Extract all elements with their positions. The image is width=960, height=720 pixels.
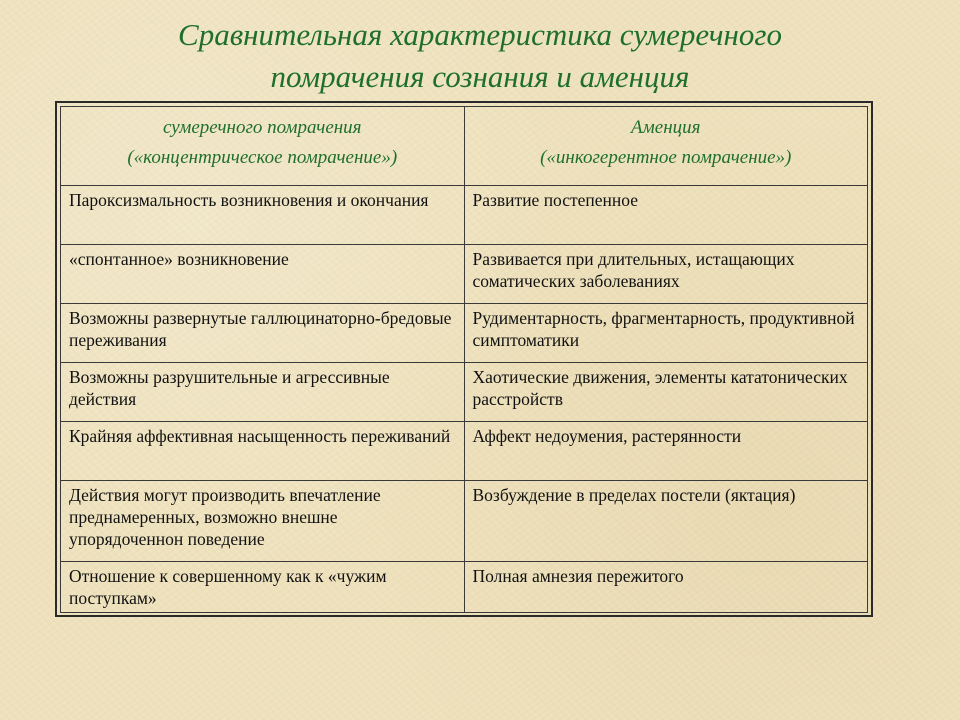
table-row — [61, 304, 868, 363]
table-cell-amentia: Рудиментарность, фрагментарность, продуктивной симптоматики — [464, 304, 868, 363]
table-cell-twilight: «спонтанное» возникновение — [61, 245, 465, 304]
comparison-table — [60, 106, 868, 613]
slide-title-line1: Сравнительная характеристика сумеречного — [178, 17, 782, 52]
comparison-table-frame — [55, 101, 873, 617]
header-amentia-title: Аменция — [631, 117, 701, 138]
table-cell-amentia: Возбуждение в пределах постели (яктация) — [464, 481, 868, 562]
table-cell-amentia: Развивается при длительных, истащающих соматических заболеваниях — [464, 245, 868, 304]
header-amentia — [464, 107, 868, 186]
table-cell-twilight: Возможны разрушительные и агрессивные действия — [61, 363, 465, 422]
table-row — [61, 422, 868, 481]
table-cell-amentia: Полная амнезия пережитого — [464, 562, 868, 613]
table-header-row — [61, 107, 868, 186]
header-twilight-title: сумеречного помрачения — [162, 117, 362, 138]
table-cell-amentia: Хаотические движения, элементы кататонических расстройств — [464, 363, 868, 422]
table-cell-twilight: Возможны развернутые галлюцинаторно-бредовые переживания — [61, 304, 465, 363]
header-twilight-subtitle: («концентрическое помрачение») — [127, 147, 398, 168]
table-row — [61, 363, 868, 422]
header-twilight — [61, 107, 465, 186]
table-cell-twilight: Крайняя аффективная насыщенность переживаний — [61, 422, 465, 481]
slide-title — [60, 14, 900, 98]
table-row — [61, 186, 868, 245]
table-cell-amentia: Развитие постепенное — [464, 186, 868, 245]
table-cell-amentia: Аффект недоумения, растерянности — [464, 422, 868, 481]
table-cell-twilight: Действия могут производить впечатление преднамеренных, возможно внешне упорядоченнон поведение — [61, 481, 465, 562]
table-row — [61, 481, 868, 562]
table-cell-twilight: Отношение к совершенному как к «чужим поступкам» — [61, 562, 465, 613]
header-amentia-subtitle: («инкогерентное помрачение») — [540, 147, 792, 168]
table-cell-twilight: Пароксизмальность возникновения и окончания — [61, 186, 465, 245]
table-row — [61, 245, 868, 304]
slide-title-line2: помрачения сознания и аменция — [270, 59, 690, 94]
table-row — [61, 562, 868, 613]
